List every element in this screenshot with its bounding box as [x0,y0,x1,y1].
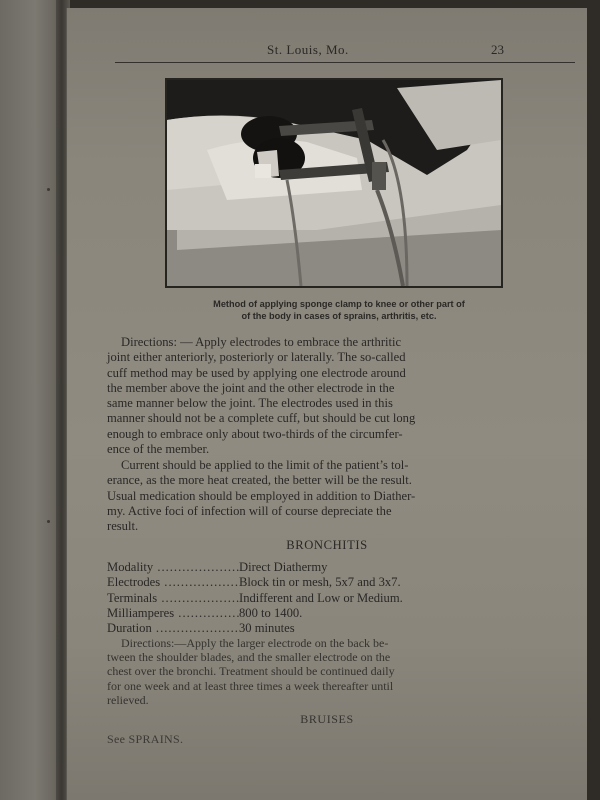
caption-line: of the body in cases of sprains, arthritis, etc. [241,311,437,321]
current-paragraph [107,458,571,534]
spec-label: Electrodes ..... [107,575,239,590]
photo-illustration [167,80,501,286]
header-rule [115,62,575,63]
spec-value: Indifferent and Low or Medium. [239,590,403,605]
page-number: 23 [491,42,504,57]
spec-label: Duration ..... [107,621,239,636]
paragraph-line: result. [107,519,139,534]
paragraph-line: relieved. [107,692,149,707]
spec-row [107,591,527,606]
figure-caption [129,298,549,322]
paragraph-line: same manner below the joint. The electrodes used in this [107,396,393,411]
page-header [67,38,587,68]
binding-hole [47,520,50,523]
directions-paragraph [107,335,571,457]
bruises-heading: BRUISES [300,712,354,726]
paragraph-line: chest over the bronchi. Treatment should be continued daily [107,664,395,679]
paragraph-line: tween the shoulder blades, and the smaller electrode on the [107,650,391,665]
running-head: St. Louis, Mo. [267,42,349,57]
spec-label: Terminals ..... [107,591,239,606]
paragraph-line: manner should not be a complete cuff, but should be cut long [107,411,416,426]
paragraph-line: Current should be applied to the limit of the patient’s tol- [121,458,409,472]
bruises-see-reference: See SPRAINS. [107,732,184,746]
spec-row [107,560,527,575]
spec-row [107,606,527,621]
paragraph-line: my. Active foci of infection will of course depreciate the [107,503,392,518]
spec-label: Modality ..... [107,560,239,575]
paragraph-line: Directions:—Apply the larger electrode on the back be- [121,636,389,650]
spec-label: Milliamperes ..... [107,606,239,621]
paragraph-line: joint either anteriorly, posteriorly or laterally. The so-called [107,350,406,365]
spec-row [107,621,527,636]
spec-row [107,575,527,590]
caption-line: Method of applying sponge clamp to knee or other part of [213,299,465,309]
bronchitis-specs [107,560,527,636]
spec-value: 800 to 1400. [239,605,303,620]
paragraph-line: Usual medication should be employed in addition to Diather- [107,488,416,503]
facing-page-edge [0,0,64,800]
bronchitis-heading: BRONCHITIS [286,538,368,552]
paragraph-line: ence of the member. [107,442,210,457]
paragraph-line: erance, as the more heat created, the better will be the result. [107,473,412,488]
paragraph-line: for one week and at least three times a week thereafter until [107,678,394,693]
paragraph-line: the member above the joint and the other electrode in the [107,380,395,395]
paragraph-line: enough to embrace only about two-thirds of the circumfer- [107,426,403,441]
spec-value: Direct Diathermy [239,560,328,574]
clamp-photograph [167,80,501,286]
paragraph-line: cuff method may be used by applying one electrode around [107,365,406,380]
binding-hole [47,188,50,191]
book-page [66,8,587,800]
spec-value: 30 minutes [239,621,295,636]
spec-value: Block tin or mesh, 5x7 and 3x7. [239,575,401,590]
bronchitis-directions [107,636,571,707]
paragraph-line: Directions: — Apply electrodes to embrace the arthritic [121,335,402,349]
